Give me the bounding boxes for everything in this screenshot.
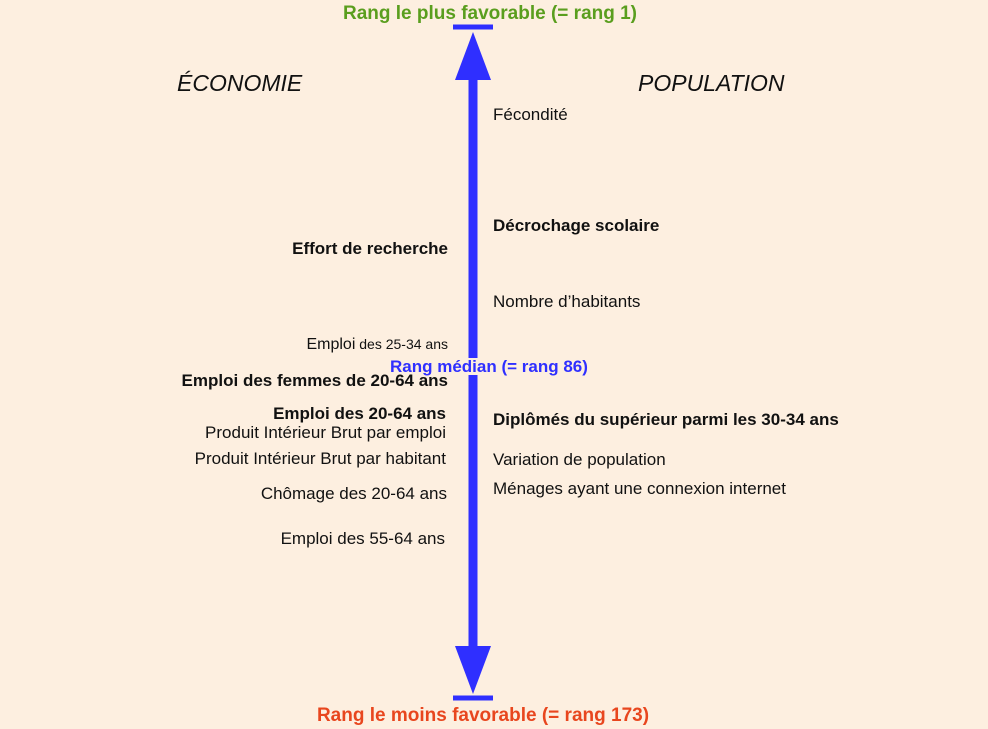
economie-indicator: Produit Intérieur Brut par emploi — [205, 423, 446, 442]
rank-axis-bottom-arrow — [455, 646, 491, 694]
population-header: POPULATION — [638, 70, 785, 96]
rank-axis-top-arrow — [455, 32, 491, 80]
economie-indicator-small: des 25-34 ans — [355, 336, 448, 352]
population-indicator: Décrochage scolaire — [493, 216, 660, 235]
economie-indicator: Effort de recherche — [292, 239, 448, 258]
population-indicator: Nombre d’habitants — [493, 292, 641, 311]
economie-indicator: Chômage des 20-64 ans — [260, 484, 447, 503]
economie-indicator: Emploi des 55-64 ans — [280, 529, 445, 548]
economie-header: ÉCONOMIE — [177, 70, 303, 96]
bottom-rank-label: Rang le moins favorable (= rang 173) — [316, 705, 650, 726]
economie-indicator: Emploi des 20-64 ans — [273, 404, 446, 423]
median-rank-label: Rang médian (= rang 86) — [390, 357, 588, 376]
population-indicator: Ménages ayant une connexion internet — [493, 479, 786, 498]
economie-indicator — [306, 335, 448, 353]
population-indicator: Variation de population — [493, 450, 666, 469]
economie-indicator: Produit Intérieur Brut par habitant — [194, 449, 446, 468]
population-indicator: Diplômés du supérieur parmi les 30-34 ans — [493, 410, 839, 429]
top-rank-label: Rang le plus favorable (= rang 1) — [342, 3, 638, 24]
economie-indicator-main: Emploi — [306, 336, 356, 353]
economie-indicator: Emploi des femmes de 20-64 ans — [181, 371, 448, 390]
population-indicator: Fécondité — [493, 105, 568, 124]
